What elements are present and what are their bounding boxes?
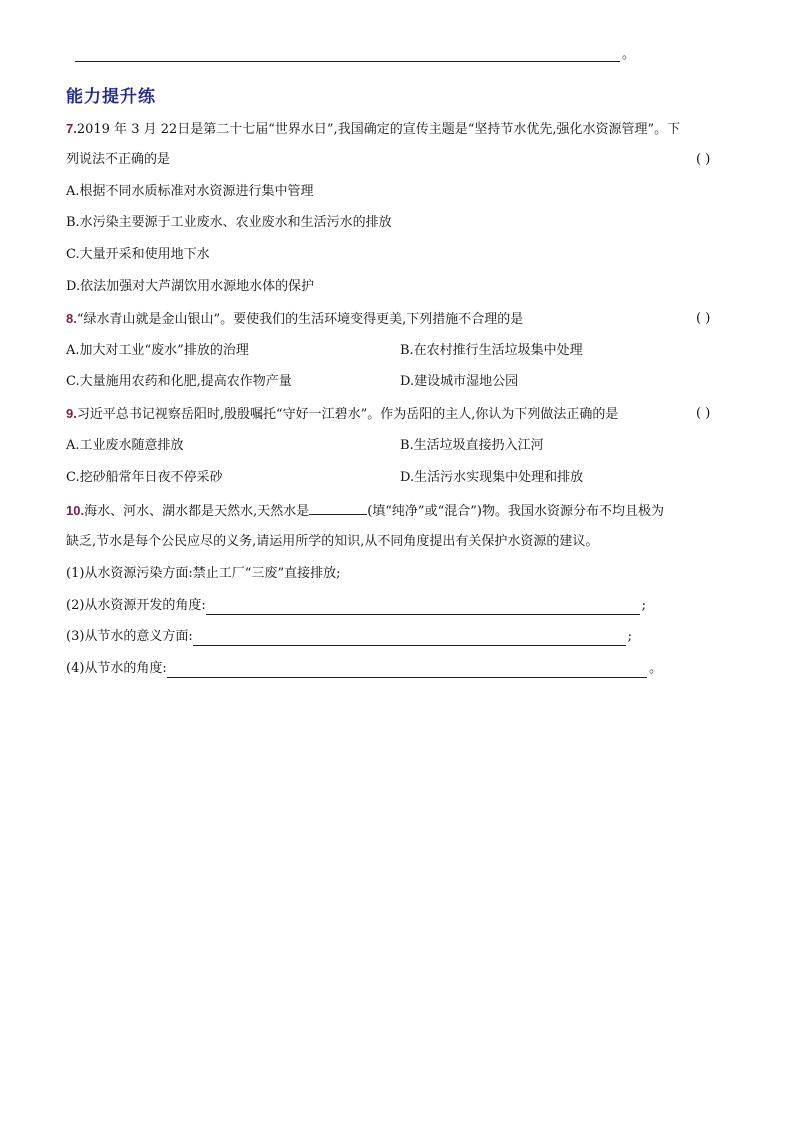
question-number: 10. [66, 503, 85, 518]
question-text: 海水、河水、湖水都是天然水,天然水是 [84, 504, 310, 519]
sub-question-label: (3)从节水的意义方面: [66, 629, 193, 644]
question-9 [66, 405, 618, 424]
sub-question-label: (2)从水资源开发的角度: [66, 598, 206, 613]
question-text: 2019 年 3 月 22日是第二十七届“世界水日”,我国确定的宣传主题是“坚持节水优先,强化水资源管理”。下 [76, 122, 681, 137]
question-number: 7. [66, 121, 77, 136]
option-a: A.工业废水随意排放 [66, 438, 184, 453]
option-c: C.挖砂船常年日夜不停采砂 [66, 470, 223, 485]
option-d: D.依法加强对大芦湖饮用水源地水体的保护 [66, 279, 315, 294]
end-mark: ; [641, 598, 646, 613]
option-d: D.生活污水实现集中处理和排放 [400, 470, 584, 485]
sub-question-2 [66, 597, 646, 615]
question-8 [66, 310, 523, 329]
option-c: C.大量开采和使用地下水 [66, 247, 210, 262]
question-number: 9. [66, 406, 77, 421]
answer-blank[interactable] [167, 662, 647, 678]
sub-question-label: (4)从节水的角度: [66, 661, 167, 676]
question-10-line-1 [66, 501, 664, 521]
answer-parentheses[interactable]: ( ) [696, 406, 711, 421]
sub-question-4 [66, 660, 662, 678]
end-mark: 。 [621, 47, 635, 62]
answer-blank[interactable] [206, 599, 640, 615]
answer-blank[interactable] [193, 630, 626, 646]
option-b: B.水污染主要源于工业废水、农业废水和生活污水的排放 [66, 215, 392, 230]
question-text: 习近平总书记视察岳阳时,殷殷嘱托“守好一江碧水”。作为岳阳的主人,你认为下列做法正确的是 [76, 407, 619, 422]
question-number: 8. [66, 311, 77, 326]
answer-parentheses[interactable]: ( ) [696, 311, 711, 326]
answer-blank[interactable] [75, 47, 620, 62]
option-b: B.生活垃圾直接扔入江河 [400, 438, 544, 453]
question-text: “绿水青山就是金山银山”。要使我们的生活环境变得更美,下列措施不合理的是 [76, 312, 524, 327]
option-c: C.大量施用农药和化肥,提高农作物产量 [66, 374, 292, 389]
section-title: 能力提升练 [66, 87, 156, 107]
fill-blank[interactable] [309, 501, 367, 515]
answer-parentheses[interactable]: ( ) [696, 152, 711, 167]
option-d: D.建设城市湿地公园 [400, 374, 519, 389]
sub-question-1: (1)从水资源污染方面:禁止工厂“三废”直接排放; [66, 566, 341, 581]
question-10-line-2: 缺乏,节水是每个公民应尽的义务,请运用所学的知识,从不同角度提出有关保护水资源的建议。 [66, 534, 599, 549]
option-a: A.根据不同水质标准对水资源进行集中管理 [66, 184, 314, 199]
question-7-line-1 [66, 120, 680, 139]
end-mark: 。 [648, 661, 662, 676]
question-text: (填“纯净”或“混合”)物。我国水资源分布不均且极为 [367, 504, 664, 519]
option-a: A.加大对工业“废水”排放的治理 [66, 343, 249, 358]
answer-line-continued [75, 47, 635, 62]
sub-question-3 [66, 628, 632, 646]
question-7-line-2: 列说法不正确的是 [66, 152, 171, 167]
end-mark: ; [627, 629, 632, 644]
option-b: B.在农村推行生活垃圾集中处理 [400, 343, 583, 358]
